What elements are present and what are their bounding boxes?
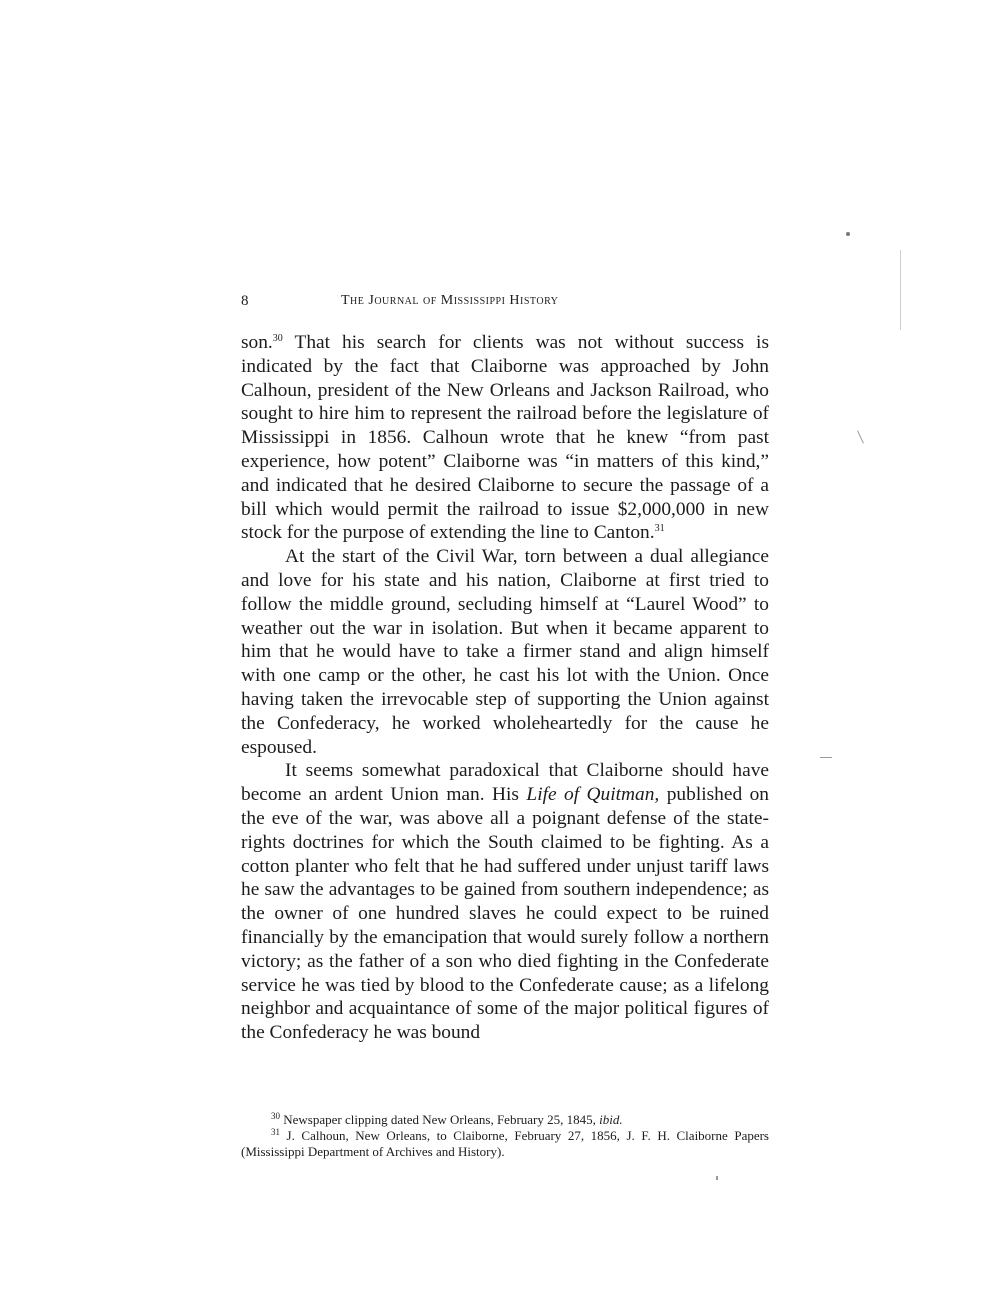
footnote-ref: 31	[271, 1127, 280, 1137]
text-run: Newspaper clipping dated New Orleans, February 25, 1845,	[280, 1112, 600, 1127]
paragraph	[241, 545, 769, 759]
footnote-ref: 30	[271, 1111, 280, 1121]
footnote	[241, 1112, 769, 1128]
footnote	[241, 1128, 769, 1160]
text-run: It seems somewhat paradoxical that Claiborne should have become an ardent Union man. His	[241, 760, 769, 806]
scan-speck	[857, 430, 864, 443]
footnotes	[241, 1112, 769, 1160]
paragraph	[241, 759, 769, 1045]
scan-speck	[846, 232, 850, 236]
scan-speck	[716, 1176, 718, 1180]
scan-speck	[820, 757, 832, 758]
footnote-ref: 30	[272, 333, 283, 344]
paragraph	[241, 331, 769, 545]
body-text	[241, 331, 769, 1045]
running-head: The Journal of Mississippi History	[341, 293, 559, 308]
scan-edge	[900, 250, 901, 330]
text-run: J. Calhoun, New Orleans, to Claiborne, February 27, 1856, J. F. H. Claiborne Papers (Mississippi Department of Archives and History).	[241, 1128, 769, 1159]
footnote-ref: 31	[654, 523, 665, 535]
text-run: published on the eve of the war, was above all a poignant defense of the state-rights doctrines for which the South claimed to be fighting. As a cotton planter who felt that he had suffered under unjust tariff laws he saw the advantages to be gained from southern independence; as the owner of one hundred slaves he could expect to be ruined financially by the emancipation that would surely follow a northern victory; as the father of a son who died fighting in the Confederate service he was tied by blood to the Confederate cause; as a lifelong neighbor and acquaintance of some of the major political figures of the Confederacy he was bound	[241, 784, 769, 1044]
italic-text: Life of Quitman,	[526, 784, 660, 806]
text-run: At the start of the Civil War, torn between a dual allegiance and love for his state and his nation, Claiborne at first tried to follow the middle ground, secluding himself at “Laurel Wood” to weather out the war in isolation. But when it became apparent to him that he would have to take a firmer stand and align himself with one camp or the other, he cast his lot with the Union. Once having taken the irrevocable step of supporting the Union against the Confederacy, he worked wholeheartedly for the cause he espoused.	[241, 546, 769, 758]
text-run: That his search for clients was not without success is indicated by the fact that Claiborne was approached by John Calhoun, president of the New Orleans and Jackson Railroad, who sought to hire him to represent the railroad before the legislature of Mississippi in 1856. Calhoun wrote that he knew “from past experience, how potent” Claiborne was “in matters of this kind,” and indicated that he desired Claiborne to secure the passage of a bill which would permit the railroad to issue $2,000,000 in new stock for the purpose of extending the line to Canton.	[241, 332, 769, 544]
page-number: 8	[241, 293, 249, 309]
page-header	[241, 293, 769, 313]
italic-text: ibid.	[599, 1112, 623, 1127]
text-run: son.	[241, 332, 273, 353]
